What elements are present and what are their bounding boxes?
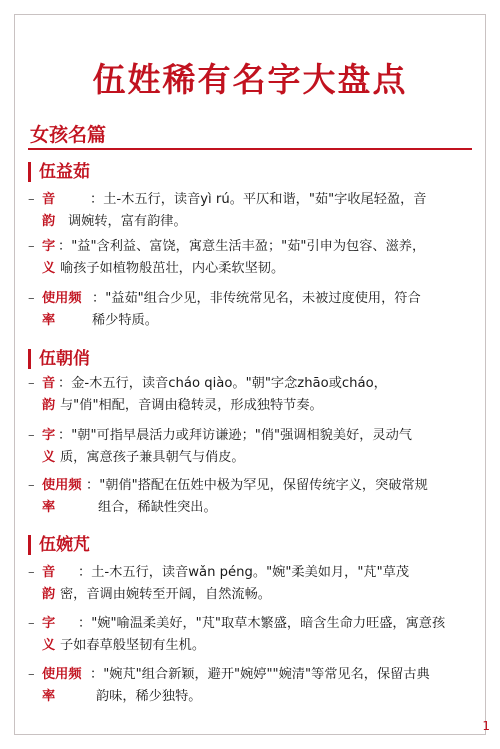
item-text-line2: 喻孩子如植物般茁壮，内心柔软坚韧。 — [60, 261, 285, 276]
item-label: 使用频 — [42, 291, 82, 306]
item-text-line2: 调婉转，富有韵律。 — [68, 214, 187, 229]
item-text-line1: ："朝俏"搭配在伍姓中极为罕见，保留传统字义，突破常规 — [86, 478, 428, 493]
page-title: 伍姓稀有名字大盘点 — [92, 60, 408, 99]
item-label: 音 — [42, 192, 56, 207]
bullet-dash: – — [28, 239, 35, 254]
bullet-dash: – — [28, 192, 35, 207]
item-label-cont: 韵 — [42, 587, 56, 602]
item-label-cont: 韵 — [42, 398, 56, 413]
item-text-line1: ："婉芃"组合新颖，避开"婉婷""婉清"等常见名，保留古典 — [90, 667, 430, 682]
item-text-line1: ："朝"可指早晨活力或拜访谦逊；"俏"强调相貌美好，灵动气 — [58, 428, 412, 443]
name-heading: 伍婉芃 — [28, 535, 90, 555]
bullet-dash: – — [28, 667, 35, 682]
item-text-line1: ："婉"喻温柔美好，"芃"取草木繁盛，暗含生命力旺盛，寓意孩 — [78, 616, 446, 631]
item-text-line1: ：金-木五行，读音cháo qiào。"朝"字念zhāo或cháo， — [58, 376, 387, 391]
item-label-cont: 韵 — [42, 214, 56, 229]
item-text-line1: ："益茹"组合少见，非传统常见名，未被过度使用，符合 — [92, 291, 421, 306]
item-text-line2: 组合，稀缺性突出。 — [98, 500, 217, 515]
section-title: 女孩名篇 — [30, 124, 107, 146]
item-label-cont: 率 — [42, 313, 56, 328]
bullet-dash: – — [28, 291, 35, 306]
item-label: 使用频 — [42, 667, 82, 682]
item-text-line2: 与"俏"相配，音调由稳转灵，形成独特节奏。 — [60, 398, 323, 413]
item-label-cont: 义 — [42, 638, 56, 653]
item-text-line1: ："益"含利益、富饶，寓意生活丰盈；"茹"引申为包容、滋养， — [58, 239, 426, 254]
item-label-cont: 义 — [42, 450, 56, 465]
item-text-line2: 质，寓意孩子兼具朝气与俏皮。 — [60, 450, 245, 465]
item-label: 使用频 — [42, 478, 82, 493]
name-heading: 伍益茹 — [28, 162, 90, 182]
bullet-dash: – — [28, 616, 35, 631]
item-label-cont: 率 — [42, 689, 56, 704]
bullet-dash: – — [28, 565, 35, 580]
item-text-line1: ：土-木五行，读音wǎn péng。"婉"柔美如月，"芃"草茂 — [78, 565, 410, 580]
bullet-dash: – — [28, 376, 35, 391]
bullet-dash: – — [28, 478, 35, 493]
item-label: 音 — [42, 565, 56, 580]
item-text-line1: ：土-木五行，读音yì rú。平仄和谐，"茹"字收尾轻盈，音 — [90, 192, 427, 207]
item-label: 字 — [42, 616, 56, 631]
item-text-line2: 稀少特质。 — [92, 313, 158, 328]
item-label: 字 — [42, 428, 56, 443]
name-heading: 伍朝俏 — [28, 349, 90, 369]
section-divider — [28, 148, 472, 150]
item-label: 字 — [42, 239, 56, 254]
bullet-dash: – — [28, 428, 35, 443]
item-label-cont: 义 — [42, 261, 56, 276]
item-label-cont: 率 — [42, 500, 56, 515]
item-text-line2: 韵味，稀少独特。 — [96, 689, 202, 704]
item-label: 音 — [42, 376, 56, 391]
page-number: 1 — [482, 719, 490, 733]
item-text-line2: 密，音调由婉转至开阔，自然流畅。 — [60, 587, 271, 602]
item-text-line2: 子如春草般坚韧有生机。 — [60, 638, 206, 653]
